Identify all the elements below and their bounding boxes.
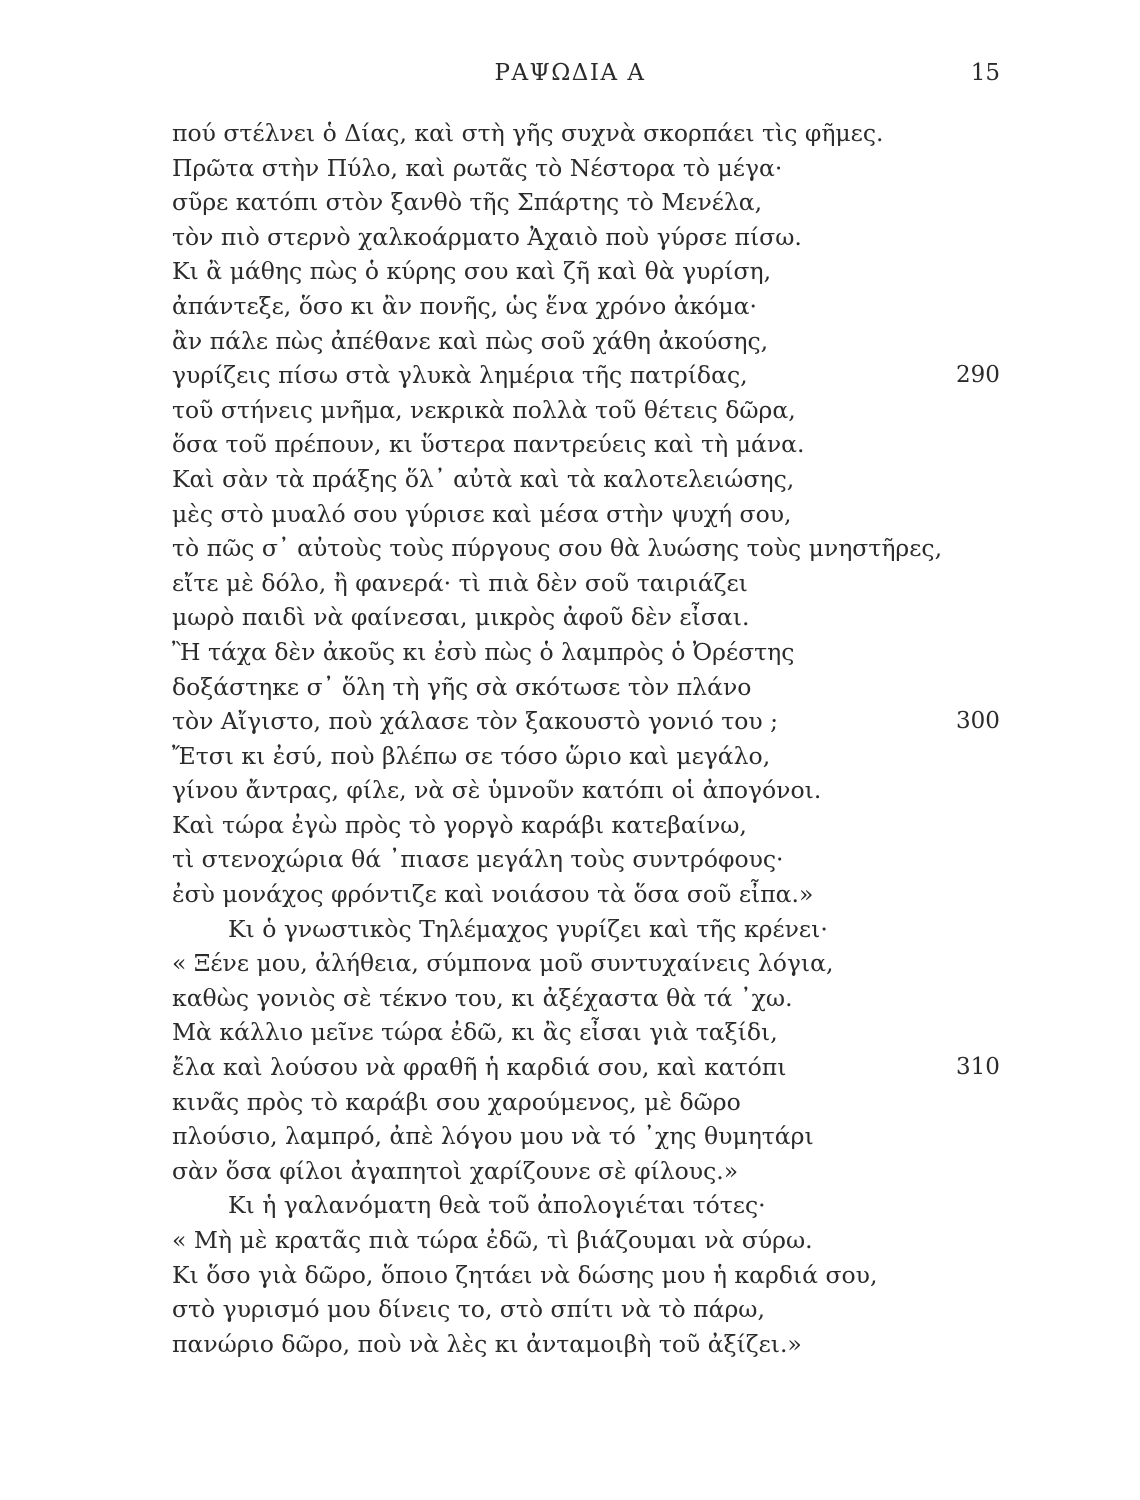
- verse-text: πλούσιο, λαμπρό, ἀπὲ λόγου μου νὰ τό ᾽χης θυμητάρι: [172, 1122, 814, 1151]
- line-number: 310: [956, 1054, 1000, 1081]
- verse-line: [172, 185, 962, 220]
- verse-text: πανώριο δῶρο, ποὺ νὰ λὲς κι ἀνταμοιβὴ τοῦ ἀξίζει.»: [172, 1329, 802, 1358]
- verse-text: ἐσὺ μονάχος φρόντιζε καὶ νοιάσου τὰ ὅσα σοῦ εἶπα.»: [172, 880, 814, 909]
- verse-line: [172, 1258, 962, 1293]
- verse-text: Καὶ τώρα ἐγὼ πρὸς τὸ γοργὸ καράβι κατεβαίνω,: [172, 810, 747, 839]
- verse-line: [172, 1050, 1000, 1085]
- verse-text: σῦρε κατόπι στὸν ξανθὸ τῆς Σπάρτης τὸ Μενέλα,: [172, 188, 763, 217]
- verse-text: ἔλα καὶ λούσου νὰ φραθῆ ἡ καρδιά σου, καὶ κατόπι: [172, 1053, 787, 1082]
- verse-text: τὸ πῶς σ᾽ αὐτοὺς τοὺς πύργους σου θὰ λυώσης τοὺς μνηστῆρες,: [172, 534, 943, 563]
- verse-text: Κι ὅσο γιὰ δῶρο, ὅποιο ζητάει νὰ δώσης μου ἡ καρδιά σου,: [172, 1260, 878, 1289]
- verse-line: [172, 946, 962, 981]
- verse-text: Ἢ τάχα δὲν ἀκοῦς κι ἐσὺ πὼς ὁ λαμπρὸς ὁ Ὀρέστης: [172, 637, 795, 666]
- verse-line: [172, 497, 962, 532]
- verse-text: Καὶ σὰν τὰ πράξης ὅλ᾽ αὐτὰ καὶ τὰ καλοτελειώσης,: [172, 464, 795, 493]
- verse-line: [172, 1154, 962, 1189]
- verse-line: [172, 289, 962, 324]
- verse-line: [172, 151, 962, 186]
- verse-text: κινᾶς πρὸς τὸ καράβι σου χαρούμενος, μὲ δῶρο: [172, 1087, 741, 1116]
- verse-text: μὲς στὸ μυαλό σου γύρισε καὶ μέσα στὴν ψυχή σου,: [172, 499, 792, 528]
- verse-line: [172, 739, 962, 774]
- verse-line: [172, 1119, 962, 1154]
- verse-line: [172, 635, 962, 670]
- verse-text: τὸν Αἴγιστο, ποὺ χάλασε τὸν ξακουστὸ γονιό του ;: [172, 707, 779, 736]
- verse-line: [172, 912, 962, 947]
- verse-text: ἂν πάλε πὼς ἀπέθανε καὶ πὼς σοῦ χάθη ἀκούσης,: [172, 326, 769, 355]
- verse-text: Κι ὁ γνωστικὸς Τηλέμαχος γυρίζει καὶ τῆς κρένει·: [228, 914, 828, 943]
- verse-line: [172, 704, 1000, 739]
- verse-line: [172, 808, 962, 843]
- verse-line: [172, 600, 962, 635]
- verse-text: γίνου ἄντρας, φίλε, νὰ σὲ ὑμνοῦν κατόπι οἱ ἀπογόνοι.: [172, 776, 822, 805]
- verse-line: [172, 427, 962, 462]
- verse-text: στὸ γυρισμό μου δίνεις το, στὸ σπίτι νὰ τὸ πάρω,: [172, 1295, 765, 1324]
- verse-text: τοῦ στήνεις μνῆμα, νεκρικὰ πολλὰ τοῦ θέτεις δῶρα,: [172, 395, 796, 424]
- verse-line: [172, 254, 962, 289]
- verse-text: « Ξένε μου, ἀλήθεια, σύμπονα μοῦ συντυχαίνεις λόγια,: [172, 949, 834, 978]
- verse-text: καθὼς γονιὸς σὲ τέκνο του, κι ἀξέχαστα θὰ τά ᾽χω.: [172, 983, 793, 1012]
- verse-text: πού στέλνει ὁ Δίας, καὶ στὴ γῆς συχνὰ σκορπάει τὶς φῆμες.: [172, 119, 884, 147]
- verse-line: [172, 1015, 962, 1050]
- verse-text: γυρίζεις πίσω στὰ γλυκὰ λημέρια τῆς πατρίδας,: [172, 361, 748, 390]
- verse-line: [172, 116, 962, 151]
- verse-text: τὸν πιὸ στερνὸ χαλκοάρματο Ἀχαιὸ ποὺ γύρσε πίσω.: [172, 222, 802, 251]
- verse-text: Κι ἡ γαλανόματη θεὰ τοῦ ἀπολογιέται τότες·: [228, 1191, 766, 1220]
- verse-text: ὅσα τοῦ πρέπουν, κι ὕστερα παντρεύεις καὶ τὴ μάνα.: [172, 430, 805, 459]
- line-number: 300: [956, 708, 1000, 735]
- verse-line: [172, 324, 962, 359]
- line-number: 290: [956, 362, 1000, 389]
- running-title: ΡΑΨΩΔΙΑ Α: [494, 60, 646, 86]
- verse-line: [172, 358, 1000, 393]
- verse-line: [172, 393, 962, 428]
- verse-line: [172, 1292, 962, 1327]
- verse-text: δοξάστηκε σ᾽ ὅλη τὴ γῆς σὰ σκότωσε τὸν πλάνο: [172, 672, 752, 701]
- verse-line: [172, 1085, 962, 1120]
- verse-line: [172, 877, 962, 912]
- verse-text: μωρὸ παιδὶ νὰ φαίνεσαι, μικρὸς ἀφοῦ δὲν εἶσαι.: [172, 603, 750, 632]
- verse-line: [172, 1327, 962, 1362]
- verse-text: Πρῶτα στὴν Πύλο, καὶ ρωτᾶς τὸ Νέστορα τὸ μέγα·: [172, 153, 783, 182]
- verse-line: [172, 1188, 962, 1223]
- verse-line: [172, 531, 962, 566]
- verse-text: εἴτε μὲ δόλο, ἢ φανερά· τὶ πιὰ δὲν σοῦ ταιριάζει: [172, 568, 748, 597]
- verse-line: [172, 670, 962, 705]
- verse-line: [172, 773, 962, 808]
- page-number: 15: [970, 60, 1000, 86]
- verse-text: ἀπάντεξε, ὅσο κι ἂν πονῆς, ὡς ἕνα χρόνο ἀκόμα·: [172, 291, 758, 320]
- verse-line: [172, 842, 962, 877]
- poem-text: [172, 116, 1000, 1361]
- verse-line: [172, 220, 962, 255]
- verse-line: [172, 462, 962, 497]
- verse-text: « Μὴ μὲ κρατᾶς πιὰ τώρα ἐδῶ, τὶ βιάζουμαι νὰ σύρω.: [172, 1226, 813, 1254]
- verse-text: Κι ἂ μάθης πὼς ὁ κύρης σου καὶ ζῆ καὶ θὰ γυρίση,: [172, 257, 772, 286]
- verse-text: Ἔτσι κι ἐσύ, ποὺ βλέπω σε τόσο ὥριο καὶ μεγάλο,: [172, 741, 771, 770]
- verse-text: τὶ στενοχώρια θά ᾽πιασε μεγάλη τοὺς συντρόφους·: [172, 845, 784, 874]
- verse-line: [172, 1223, 962, 1258]
- verse-line: [172, 981, 962, 1016]
- verse-text: σὰν ὅσα φίλοι ἀγαπητοὶ χαρίζουνε σὲ φίλους.»: [172, 1156, 739, 1185]
- verse-text: Μὰ κάλλιο μεῖνε τώρα ἐδῶ, κι ἂς εἶσαι γιὰ ταξίδι,: [172, 1018, 778, 1047]
- verse-line: [172, 566, 962, 601]
